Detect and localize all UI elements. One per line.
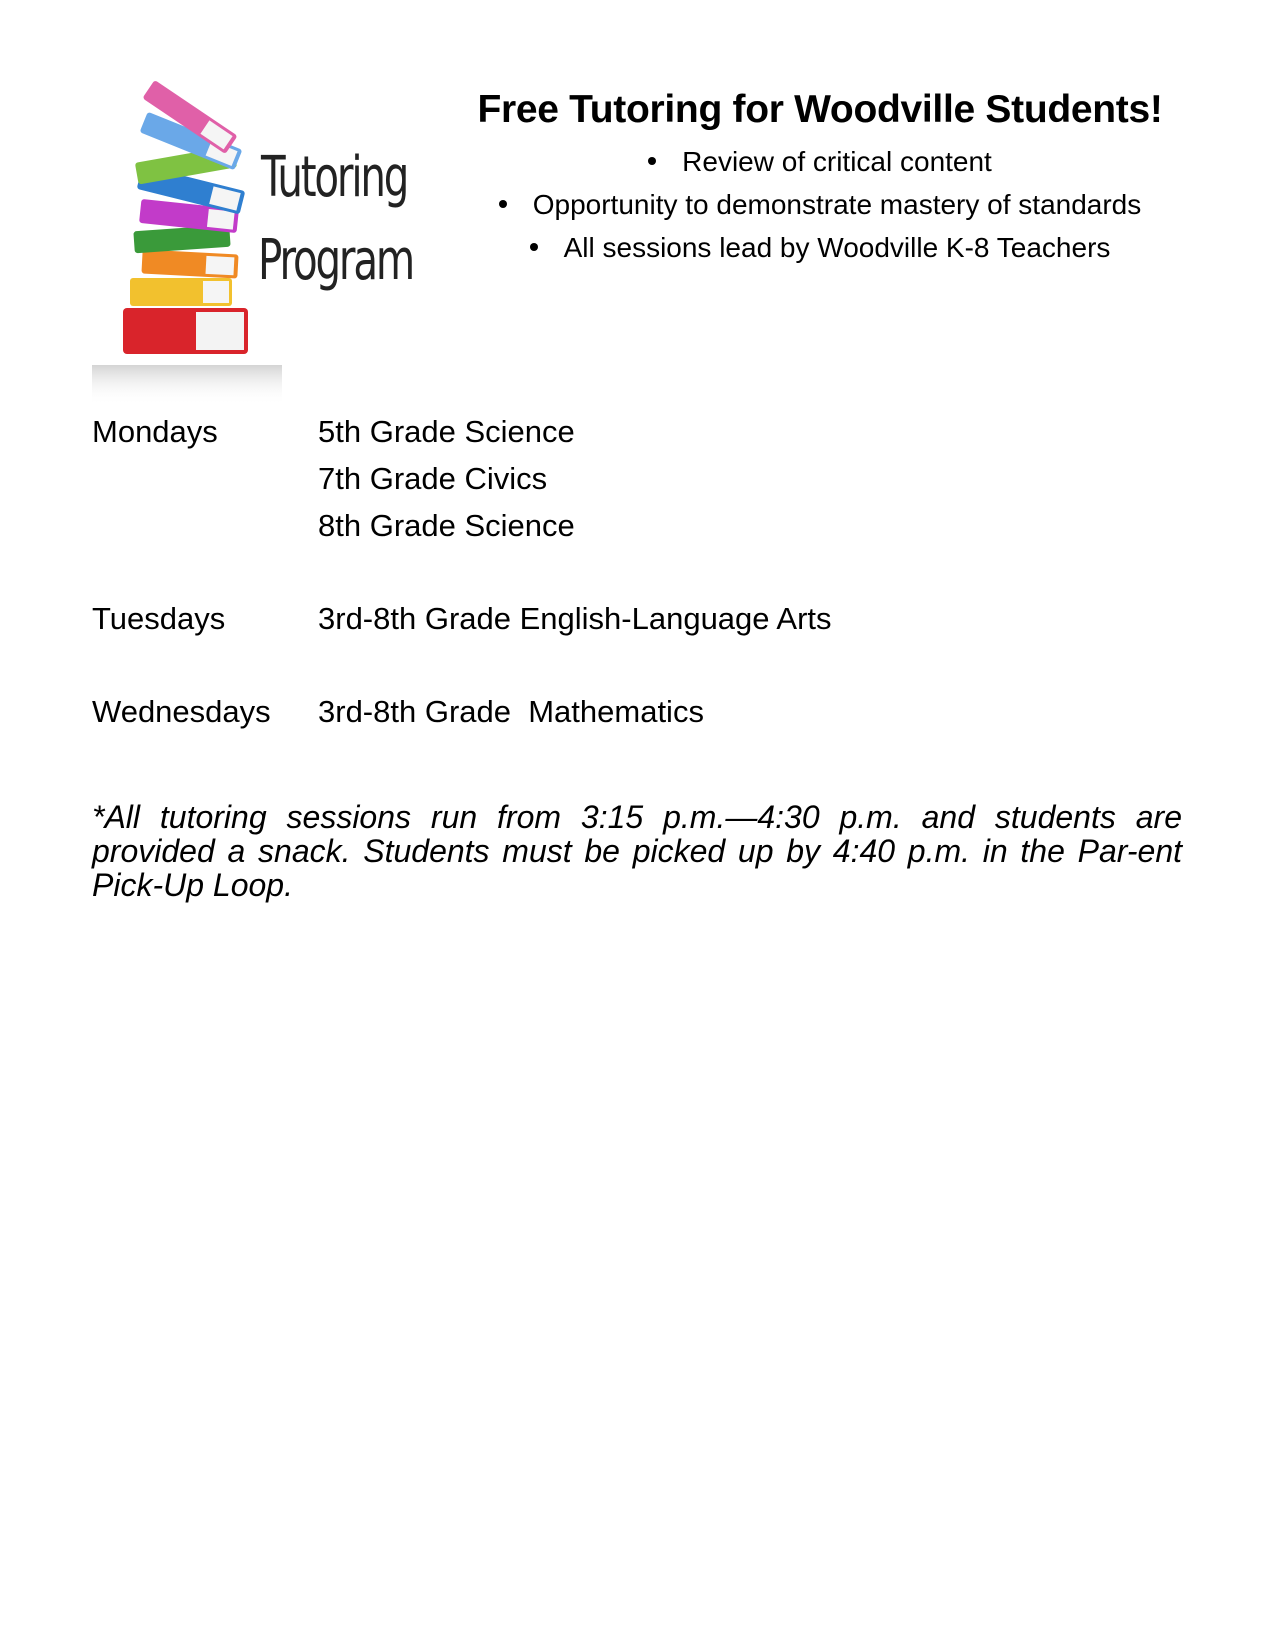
bullet-icon [530, 243, 538, 251]
feature-text: Review of critical content [682, 146, 992, 177]
subject-item: 8th Grade Science [318, 508, 575, 543]
feature-text: Opportunity to demonstrate mastery of standards [532, 189, 1142, 220]
schedule-row-tuesdays [92, 595, 1192, 642]
session-note: *All tutoring sessions run from 3:15 p.m.—4:30 p.m. and students are provided a snack. Students must be picked up by 4:40 p.m. in the Par-ent Pick-Up Loop. [92, 799, 1182, 903]
day-label: Wednesdays [92, 694, 271, 729]
subject-list [318, 595, 832, 642]
feature-text: All sessions lead by Woodville K-8 Teachers [563, 232, 1111, 263]
page-title: Free Tutoring for Woodville Students! [477, 88, 1163, 131]
schedule-row-wednesdays [92, 688, 1192, 735]
feature-list [440, 140, 1200, 269]
logo-word-program: Program [258, 228, 414, 293]
subject-item: 7th Grade Civics [318, 461, 548, 496]
tutoring-program-logo [78, 80, 430, 405]
header [440, 86, 1200, 269]
schedule [92, 408, 1192, 735]
subject-item: 3rd-8th Grade English-Language Arts [318, 601, 832, 636]
day-label: Mondays [92, 414, 218, 449]
subject-list [318, 408, 575, 549]
feature-item [440, 183, 1200, 226]
feature-item [440, 226, 1200, 269]
subject-list [318, 688, 704, 735]
schedule-row-mondays [92, 408, 1192, 549]
logo-word-tutoring: Tutoring [261, 145, 408, 210]
feature-item [440, 140, 1200, 183]
bullet-icon [499, 200, 507, 208]
subject-item: 5th Grade Science [318, 414, 575, 449]
subject-item: 3rd-8th Grade Mathematics [318, 694, 704, 729]
bullet-icon [648, 157, 656, 165]
day-label: Tuesdays [92, 601, 226, 636]
